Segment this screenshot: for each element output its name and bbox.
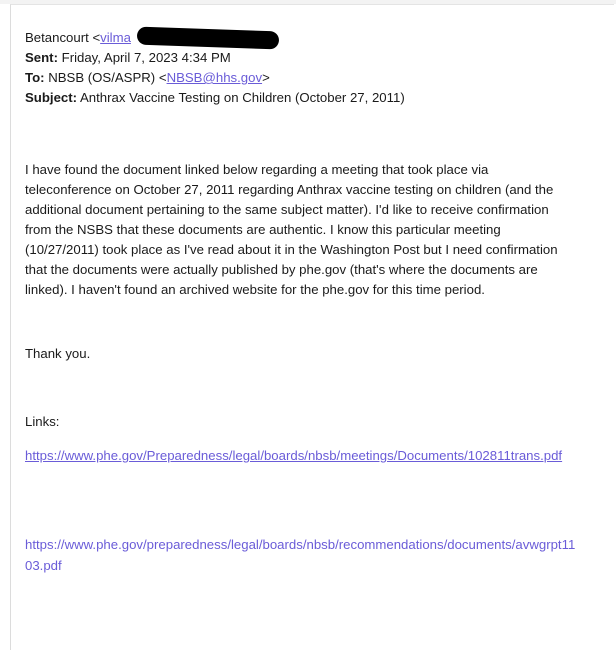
sent-line [25,48,585,68]
sent-value: Friday, April 7, 2023 4:34 PM [61,50,231,65]
to-line [25,68,585,88]
subject-label: Subject: [25,90,78,105]
body-line: (10/27/2011) took place as I've read about it in the Washington Post but I need confirmation [25,242,558,257]
closing-text: Thank you. [25,346,91,361]
email-header [25,28,585,300]
email-body [25,160,585,300]
body-line: from the NSBS that these documents are authentic. I know this particular meeting [25,222,501,237]
subject-value: Anthrax Vaccine Testing on Children (October 27, 2011) [79,90,405,105]
body-line: linked). I haven't found an archived website for the phe.gov for this time period. [25,282,485,297]
to-value: NBSB (OS/ASPR) < [48,70,167,85]
body-line: I have found the document linked below regarding a meeting that took place via [25,162,489,177]
from-name: Betancourt < [25,30,101,45]
redaction-mark [137,27,280,50]
body-line: additional document pertaining to the same subject matter). I'd like to receive confirmation [25,202,549,217]
document-link-2[interactable]: https://www.phe.gov/preparedness/legal/boards/nbsb/recommendations/documents/avwgrpt1103.pdf [25,537,576,573]
to-label: To: [25,70,45,85]
document-link-1[interactable]: https://www.phe.gov/Preparedness/legal/boards/nbsb/meetings/Documents/102811trans.pdf [25,448,563,463]
links-label: Links: [25,414,60,429]
from-email-link[interactable]: vilma [100,30,131,45]
body-line: that the documents were actually published by phe.gov (that's where the documents are [25,262,538,277]
body-line: teleconference on October 27, 2011 regarding Anthrax vaccine testing on children (and the [25,182,554,197]
to-close: > [262,70,270,85]
subject-line [25,88,585,108]
from-line [25,28,585,48]
to-email-link[interactable]: NBSB@hhs.gov [166,70,263,85]
sent-label: Sent: [25,50,58,65]
